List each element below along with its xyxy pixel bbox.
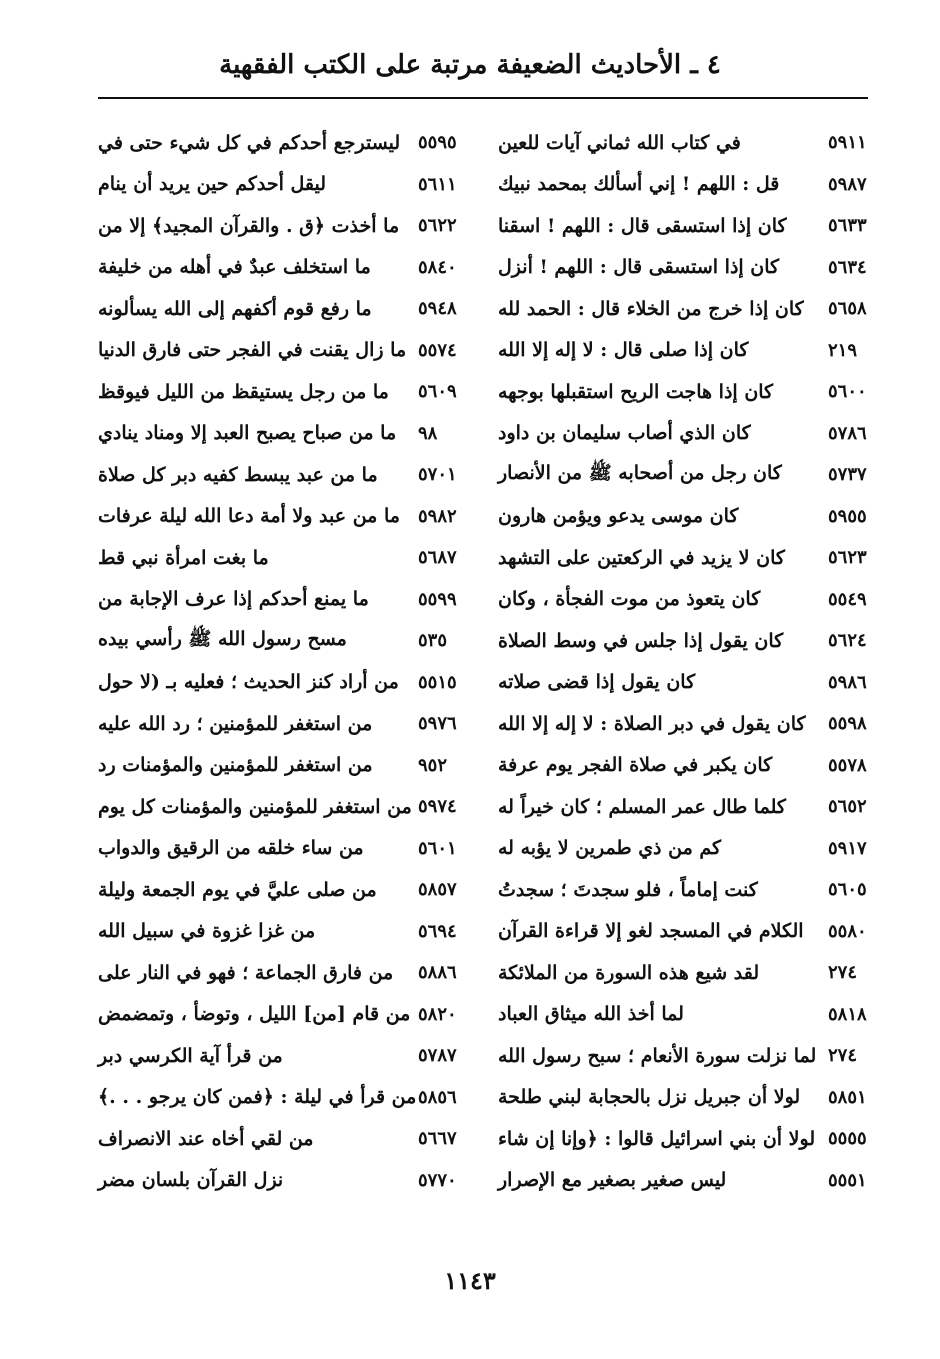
entry-hadith-text: ليسترجع أحدكم في كل شيء حتى في (98, 131, 401, 154)
left-index-column (98, 122, 458, 1202)
entry-hadith-text: كنت إماماً ، فلو سجدتَ ؛ سجدتُ (498, 878, 758, 901)
index-entry (498, 454, 868, 496)
index-entry (98, 662, 458, 704)
entry-hadith-number: ٥٩١٧ (828, 837, 867, 859)
entry-hadith-text: كم من ذي طمرين لا يؤبه له (498, 837, 722, 860)
index-entry (498, 537, 868, 579)
index-entry (498, 786, 868, 828)
index-entry (498, 1035, 868, 1077)
entry-hadith-text: من قرأ آية الكرسي دبر (98, 1044, 283, 1067)
entry-hadith-text: كان لا يزيد في الركعتين على التشهد (498, 546, 785, 569)
entry-hadith-number: ٥٦٥٢ (828, 796, 867, 818)
entry-hadith-number: ٥٨٥٦ (418, 1086, 457, 1108)
entry-hadith-number: ٥٧٠١ (418, 464, 457, 486)
index-entry (98, 620, 458, 662)
entry-hadith-number: ٩٥٢ (418, 754, 448, 776)
index-entry (98, 703, 458, 745)
entry-hadith-number: ٥٩٧٦ (418, 713, 457, 735)
entry-hadith-number: ٥٣٥ (418, 630, 448, 652)
entry-hadith-text: ما زال يقنت في الفجر حتى فارق الدنيا (98, 339, 407, 362)
entry-hadith-text: ما أخذت ﴿ق . والقرآن المجيد﴾ إلا من (98, 214, 400, 237)
entry-hadith-number: ٥٨٥١ (828, 1086, 867, 1108)
entry-hadith-text: لقد شيع هذه السورة من الملائكة (498, 961, 760, 984)
entry-hadith-number: ٢٧٤ (828, 962, 858, 984)
entry-hadith-number: ٥٨١٨ (828, 1003, 867, 1025)
entry-hadith-text: لما نزلت سورة الأنعام ؛ سبح رسول الله (498, 1044, 817, 1067)
entry-hadith-number: ٥٧٧٠ (418, 1169, 457, 1191)
index-entry (498, 247, 868, 289)
entry-hadith-number: ٥٦٦٧ (418, 1128, 457, 1150)
entry-hadith-number: ٩٨ (418, 422, 438, 444)
entry-hadith-text: من استغفر للمؤمنين ؛ رد الله عليه (98, 712, 373, 735)
index-entry (98, 205, 458, 247)
entry-hadith-text: ليقل أحدكم حين يريد أن ينام (98, 173, 327, 196)
index-entry (98, 1035, 458, 1077)
entry-hadith-text: كان رجل من أصحابه ﷺ من الأنصار (498, 461, 782, 484)
entry-hadith-text: لما أخذ الله ميثاق العباد (498, 1003, 684, 1026)
entry-hadith-text: كلما طال عمر المسلم ؛ كان خيراً له (498, 795, 786, 818)
entry-hadith-text: الكلام في المسجد لغو إلا قراءة القرآن (498, 920, 804, 943)
index-entry (498, 288, 868, 330)
entry-hadith-number: ٥٥٩٥ (418, 132, 457, 154)
entry-hadith-number: ٥٧٣٧ (828, 464, 867, 486)
entry-hadith-number: ٥٨٤٠ (418, 256, 457, 278)
entry-hadith-number: ٥٩٧٤ (418, 796, 457, 818)
index-entry (98, 247, 458, 289)
entry-hadith-number: ٥٦٣٣ (828, 215, 867, 237)
entry-hadith-text: ما من عبد ولا أمة دعا الله ليلة عرفات (98, 505, 400, 528)
index-entry (98, 496, 458, 538)
index-entry (498, 952, 868, 994)
entry-hadith-number: ٥٥٨٠ (828, 920, 867, 942)
index-entry (98, 288, 458, 330)
entry-hadith-number: ٥٥٩٨ (828, 713, 867, 735)
entry-hadith-text: ليس صغير بصغير مع الإصرار (498, 1169, 727, 1192)
index-entry (498, 1077, 868, 1119)
entry-hadith-text: كان إذا هاجت الريح استقبلها بوجهه (498, 380, 774, 403)
entry-hadith-text: ما رفع قوم أكفهم إلى الله يسألونه (98, 297, 372, 320)
entry-hadith-number: ٥٩٨٢ (418, 505, 457, 527)
entry-hadith-number: ٥٥٤٩ (828, 588, 867, 610)
entry-hadith-number: ٥٥٩٩ (418, 588, 457, 610)
entry-hadith-text: لولا أن بني اسرائيل قالوا : ﴿وإنا إن شاء (498, 1127, 816, 1150)
index-entry (98, 1077, 458, 1119)
entry-hadith-number: ٥٦٠١ (418, 837, 457, 859)
index-entry (498, 1118, 868, 1160)
entry-hadith-text: من فارق الجماعة ؛ فهو في النار على (98, 961, 394, 984)
entry-hadith-text: كان يتعوذ من موت الفجأة ، وكان (498, 588, 761, 611)
entry-hadith-number: ٥٥٥٥ (828, 1128, 867, 1150)
page-header-title: ٤ ـ الأحاديث الضعيفة مرتبة على الكتب الفقهية (219, 50, 721, 80)
entry-hadith-number: ٥٥٥١ (828, 1169, 867, 1191)
right-index-column (498, 122, 868, 1202)
entry-hadith-number: ٥٥٧٤ (418, 339, 457, 361)
index-entry (498, 579, 868, 621)
index-entry (98, 1160, 458, 1202)
entry-hadith-text: من قرأ في ليلة : ﴿فمن كان يرجو . . .﴾ (98, 1086, 417, 1109)
entry-hadith-text: كان يقول في دبر الصلاة : لا إله إلا الله (498, 712, 806, 735)
index-entry (98, 122, 458, 164)
index-entry (98, 454, 458, 496)
index-entry (98, 330, 458, 372)
entry-hadith-text: من قام [من] الليل ، وتوضأ ، وتمضمض (98, 1003, 411, 1026)
index-entry (498, 330, 868, 372)
entry-hadith-text: من أراد كنز الحديث ؛ فعليه بـ (لا حول (98, 671, 399, 694)
entry-hadith-text: كان إذا استسقى قال : اللهم ! اسقنا (498, 214, 787, 237)
index-entry (98, 413, 458, 455)
entry-hadith-number: ٥٦٠٥ (828, 879, 867, 901)
entry-hadith-number: ٥٦٢٢ (418, 215, 457, 237)
index-entry (98, 911, 458, 953)
index-entry (498, 869, 868, 911)
entry-hadith-number: ٥٩٨٧ (828, 173, 867, 195)
entry-hadith-text: من ساء خلقه من الرقيق والدواب (98, 837, 364, 860)
index-entry (98, 994, 458, 1036)
index-entry (98, 786, 458, 828)
entry-hadith-text: قل : اللهم ! إني أسألك بمحمد نبيك (498, 173, 780, 196)
entry-hadith-text: كان إذا صلى قال : لا إله إلا الله (498, 339, 749, 362)
entry-hadith-number: ٥٨٨٦ (418, 962, 457, 984)
index-entry (498, 662, 868, 704)
index-entry (98, 1118, 458, 1160)
index-entry (498, 620, 868, 662)
header-rule (98, 97, 868, 99)
entry-hadith-number: ٥٩٤٨ (418, 298, 457, 320)
entry-hadith-text: من استغفر للمؤمنين والمؤمنات رد (98, 754, 373, 777)
index-entry (498, 745, 868, 787)
entry-hadith-text: من غزا غزوة في سبيل الله (98, 920, 316, 943)
index-entry (98, 869, 458, 911)
index-entry (498, 1160, 868, 1202)
index-entry (498, 994, 868, 1036)
entry-hadith-number: ٥٦٣٤ (828, 256, 867, 278)
entry-hadith-number: ٢٧٤ (828, 1045, 858, 1067)
entry-hadith-text: ما استخلف عبدٌ في أهله من خليفة (98, 256, 371, 279)
entry-hadith-number: ٥٨٥٧ (418, 879, 457, 901)
index-entry (98, 579, 458, 621)
entry-hadith-number: ٥٥٧٨ (828, 754, 867, 776)
entry-hadith-text: ما من رجل يستيقظ من الليل فيوقظ (98, 380, 389, 403)
entry-hadith-text: كان إذا خرج من الخلاء قال : الحمد لله (498, 297, 804, 320)
index-entry (498, 371, 868, 413)
entry-hadith-text: ما يمنع أحدكم إذا عرف الإجابة من (98, 588, 369, 611)
entry-hadith-number: ٥٧٨٦ (828, 422, 867, 444)
entry-hadith-text: من صلى عليَّ في يوم الجمعة وليلة (98, 878, 377, 901)
index-entry (98, 164, 458, 206)
entry-hadith-text: ما من صباح يصبح العبد إلا ومناد ينادي (98, 422, 397, 445)
entry-hadith-number: ٥٦٩٤ (418, 920, 457, 942)
index-entry (498, 496, 868, 538)
index-entry (498, 703, 868, 745)
entry-hadith-text: من استغفر للمؤمنين والمؤمنات كل يوم (98, 795, 412, 818)
entry-hadith-text: كان يكبر في صلاة الفجر يوم عرفة (498, 754, 773, 777)
entry-hadith-number: ٥٥١٥ (418, 671, 457, 693)
index-entry (98, 371, 458, 413)
entry-hadith-text: لولا أن جبريل نزل بالحجابة لبني طلحة (498, 1086, 801, 1109)
index-entry (498, 205, 868, 247)
entry-hadith-text: كان موسى يدعو ويؤمن هارون (498, 505, 739, 528)
entry-hadith-text: في كتاب الله ثماني آيات للعين (498, 131, 741, 154)
entry-hadith-number: ٥٦٥٨ (828, 298, 867, 320)
index-entry (98, 828, 458, 870)
entry-hadith-number: ٥٦٠٩ (418, 381, 457, 403)
page-number: ١١٤٣ (444, 1266, 496, 1295)
entry-hadith-number: ٥٦٢٤ (828, 630, 867, 652)
entry-hadith-text: من لقي أخاه عند الانصراف (98, 1127, 314, 1150)
entry-hadith-text: كان الذي أصاب سليمان بن داود (498, 422, 751, 445)
entry-hadith-text: ما بغت امرأة نبي قط (98, 546, 269, 569)
index-entry (98, 952, 458, 994)
entry-hadith-number: ٥٦١١ (418, 173, 457, 195)
entry-hadith-text: كان يقول إذا قضى صلاته (498, 671, 696, 694)
entry-hadith-number: ٥٩٥٥ (828, 505, 867, 527)
index-entry (498, 828, 868, 870)
entry-hadith-text: نزل القرآن بلسان مضر (98, 1169, 284, 1192)
entry-hadith-number: ٥٩١١ (828, 132, 867, 154)
entry-hadith-number: ٥٧٨٧ (418, 1045, 457, 1067)
entry-hadith-number: ٥٦٢٣ (828, 547, 867, 569)
index-entry (498, 413, 868, 455)
index-entry (498, 122, 868, 164)
index-entry (498, 164, 868, 206)
entry-hadith-text: مسح رسول الله ﷺ رأسي بيده (98, 627, 347, 650)
entry-hadith-text: كان إذا استسقى قال : اللهم ! أنزل (498, 256, 780, 279)
entry-hadith-number: ٥٦٠٠ (828, 381, 867, 403)
index-entry (498, 911, 868, 953)
index-entry (98, 537, 458, 579)
entry-hadith-number: ٥٦٨٧ (418, 547, 457, 569)
entry-hadith-number: ٥٨٢٠ (418, 1003, 457, 1025)
entry-hadith-text: كان يقول إذا جلس في وسط الصلاة (498, 629, 784, 652)
index-entry (98, 745, 458, 787)
entry-hadith-text: ما من عبد يبسط كفيه دبر كل صلاة (98, 463, 378, 486)
entry-hadith-number: ٢١٩ (828, 339, 858, 361)
entry-hadith-number: ٥٩٨٦ (828, 671, 867, 693)
